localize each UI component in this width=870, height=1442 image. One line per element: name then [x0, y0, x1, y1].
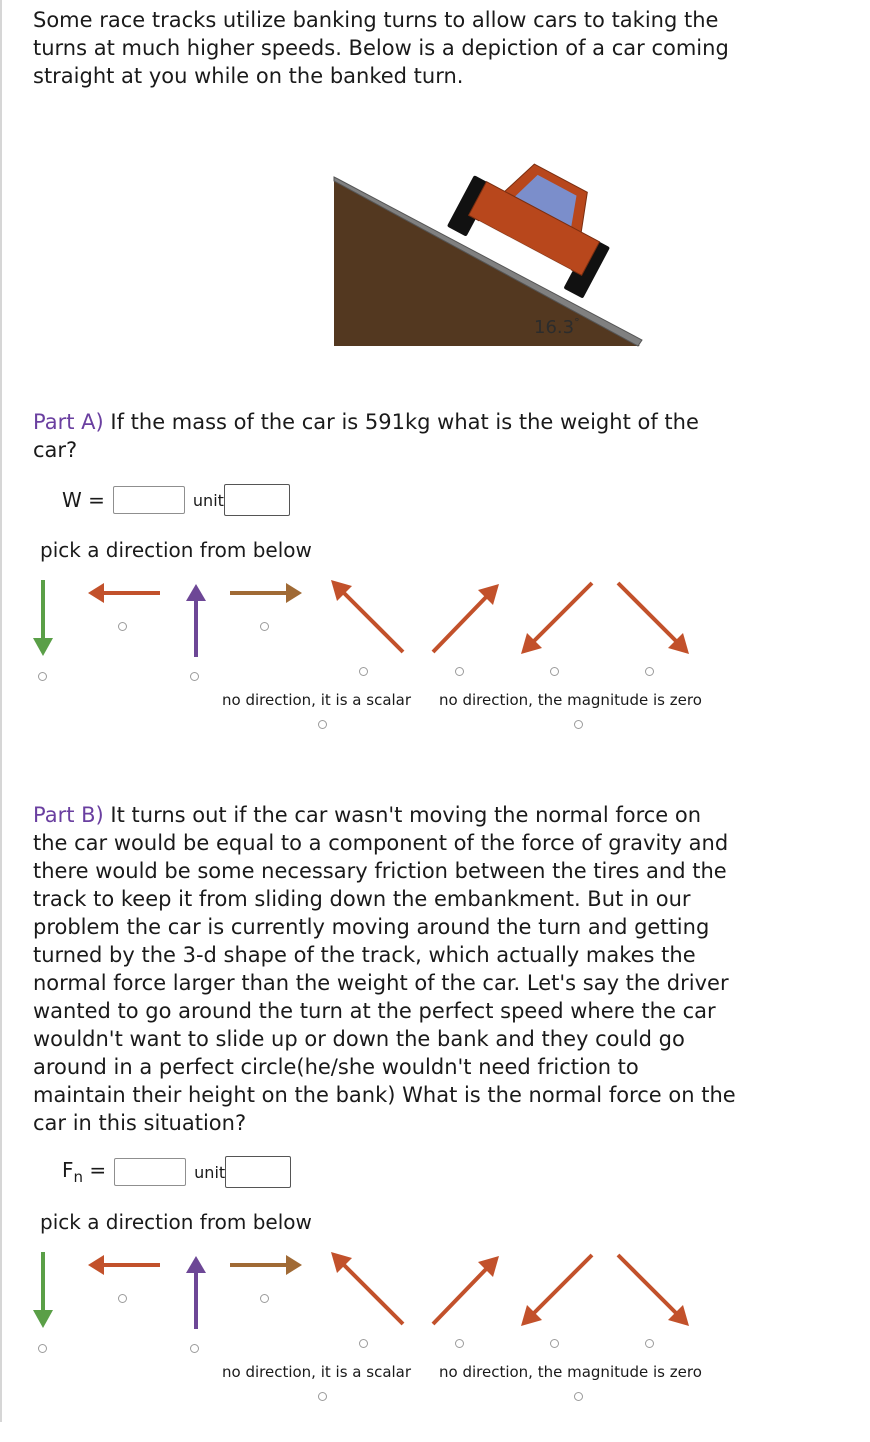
radio-scalar[interactable] — [318, 1392, 327, 1401]
part-b-question-text: It turns out if the car wasn't moving the normal force on the car would be equal to a component of the force of gravity and there would be some necessary friction between the tires and the track to keep it from sliding down the embankment. But in our problem the car is currently moving around the turn and getting turned by the 3-d shape of the track, which actually makes the normal force larger than the weight of the car. Let's say the driver wanted to go around the turn at the perfect speed where the car wouldn't want to slide up or down the bank and they could go around in a perfect circle(he/she wouldn't need friction to maintain their height on the bank) What is the normal force on the car in this situation? — [33, 803, 736, 1135]
arrow-down-green-icon — [33, 580, 53, 656]
radio-direction-down-left[interactable] — [550, 667, 559, 676]
radio-direction-up-left[interactable] — [359, 1339, 368, 1348]
zero-magnitude-option-label: no direction, the magnitude is zero — [439, 1363, 702, 1381]
part-b-question — [33, 801, 738, 1137]
bank-angle-label: 16.3° — [534, 316, 580, 338]
arrow-left-orange-icon — [88, 1255, 160, 1275]
arrow-up-left-orange-icon — [331, 1252, 403, 1324]
radio-direction-down[interactable] — [38, 1344, 47, 1353]
part-a-question-text: If the mass of the car is 591kg what is the weight of the car? — [33, 410, 699, 462]
part-b-direction-choices — [0, 1242, 870, 1442]
radio-direction-left[interactable] — [118, 622, 127, 631]
part-a-question — [33, 408, 743, 464]
unit-label: unit — [194, 1162, 226, 1182]
radio-direction-up[interactable] — [190, 1344, 199, 1353]
weight-variable: W = — [62, 488, 105, 512]
part-b-label: Part B) — [33, 803, 104, 827]
normal-force-variable: $F_n$ = — [62, 1158, 107, 1186]
radio-direction-up-right[interactable] — [455, 667, 464, 676]
radio-direction-left[interactable] — [118, 1294, 127, 1303]
radio-direction-down-right[interactable] — [645, 667, 654, 676]
part-b-pick-direction-label: pick a direction from below — [40, 1210, 312, 1234]
arrow-down-right-orange-icon — [618, 583, 689, 654]
part-b-answer-row — [62, 1156, 291, 1188]
part-a-direction-choices — [0, 570, 870, 770]
arrow-down-green-icon — [33, 1252, 53, 1328]
direction-arrows — [0, 570, 870, 670]
arrow-up-left-orange-icon — [331, 580, 403, 652]
weight-unit-input[interactable] — [224, 484, 290, 516]
arrow-up-right-orange-icon — [433, 584, 499, 652]
arrow-down-left-orange-icon — [521, 583, 592, 654]
part-a-answer-row — [62, 484, 290, 516]
radio-direction-down-left[interactable] — [550, 1339, 559, 1348]
scalar-option-label: no direction, it is a scalar — [222, 691, 412, 709]
arrow-down-right-orange-icon — [618, 1255, 689, 1326]
arrow-right-brown-icon — [230, 1255, 302, 1275]
radio-zero-magnitude[interactable] — [574, 1392, 583, 1401]
radio-direction-right[interactable] — [260, 1294, 269, 1303]
part-a-pick-direction-label: pick a direction from below — [40, 538, 312, 562]
radio-direction-up-right[interactable] — [455, 1339, 464, 1348]
arrow-down-left-orange-icon — [521, 1255, 592, 1326]
intro-text: Some race tracks utilize banking turns to allow cars to taking the turns at much higher speeds. Below is a depiction of a car coming straight at you while on the banked turn. — [33, 8, 729, 88]
radio-direction-down[interactable] — [38, 672, 47, 681]
radio-direction-down-right[interactable] — [645, 1339, 654, 1348]
arrow-right-brown-icon — [230, 583, 302, 603]
radio-direction-up-left[interactable] — [359, 667, 368, 676]
banked-turn-figure — [330, 145, 650, 355]
normal-force-value-input[interactable] — [114, 1158, 186, 1186]
direction-arrows — [0, 1242, 870, 1342]
radio-zero-magnitude[interactable] — [574, 720, 583, 729]
zero-magnitude-option-label: no direction, the magnitude is zero — [439, 691, 702, 709]
part-a-label: Part A) — [33, 410, 104, 434]
arrow-up-purple-icon — [186, 1256, 206, 1329]
radio-direction-up[interactable] — [190, 672, 199, 681]
unit-label: unit — [192, 490, 224, 510]
arrow-up-purple-icon — [186, 584, 206, 657]
arrow-up-right-orange-icon — [433, 1256, 499, 1324]
arrow-left-orange-icon — [88, 583, 160, 603]
normal-force-unit-input[interactable] — [225, 1156, 291, 1188]
radio-scalar[interactable] — [318, 720, 327, 729]
radio-direction-right[interactable] — [260, 622, 269, 631]
scalar-option-label: no direction, it is a scalar — [222, 1363, 412, 1381]
weight-value-input[interactable] — [113, 486, 185, 514]
